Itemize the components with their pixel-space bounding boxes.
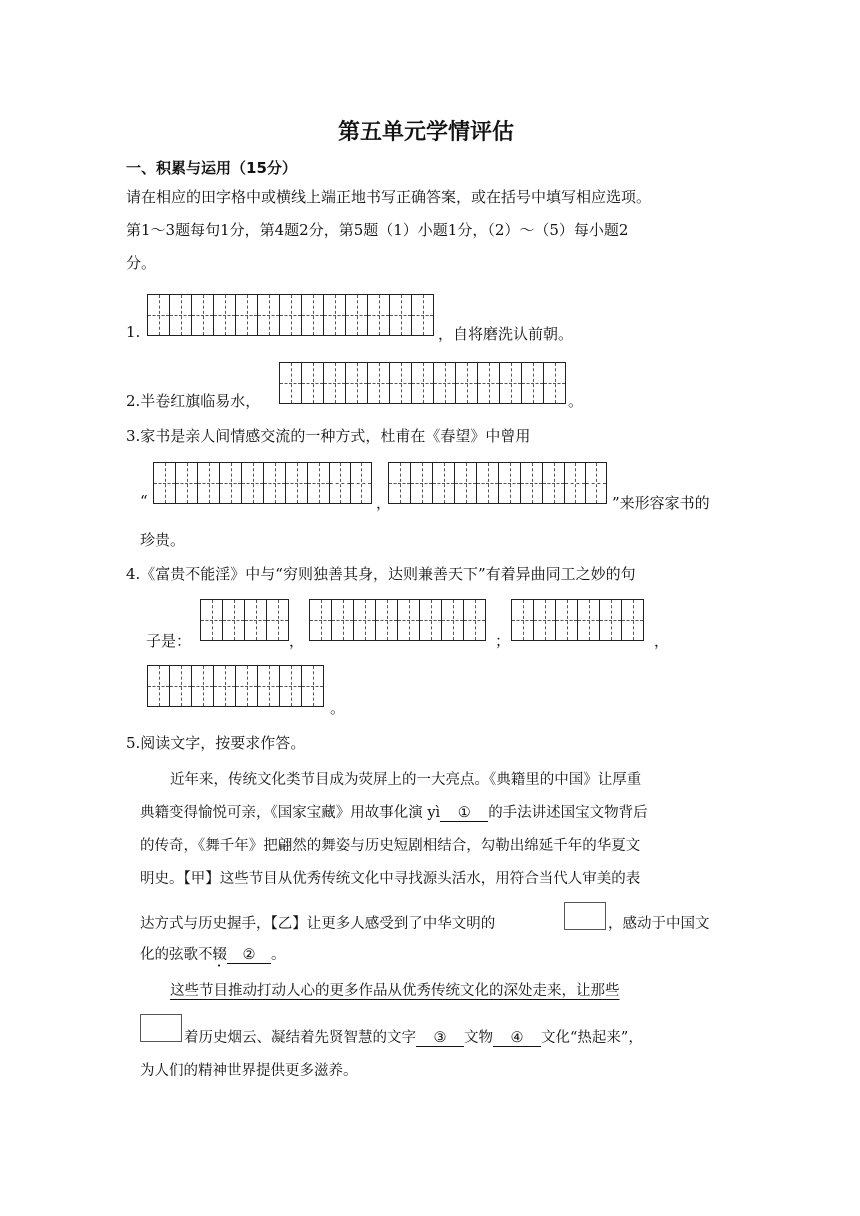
passage-line-3: 的传奇，《舞千年》把翩然的舞姿与历史短剧相结合，勾勒出绵延千年的华夏文 <box>140 838 641 854</box>
q1-writing-grid[interactable] <box>147 294 434 336</box>
passage-line-4: 明史。【甲】这些节目从优秀传统文化中寻找源头活水，用符合当代人审美的表 <box>140 871 641 887</box>
answer-box-1[interactable] <box>564 902 606 930</box>
q4-writing-grid-4[interactable] <box>147 665 324 707</box>
passage-line-9: 为人们的精神世界提供更多滋养。 <box>140 1063 358 1079</box>
dotted-character: 辍 <box>212 947 227 963</box>
page-title: 第五单元学情评估 <box>338 120 515 145</box>
q3-writing-grid-1[interactable] <box>153 462 372 504</box>
q3-open-quote: “ <box>140 492 148 510</box>
q4-writing-grid-2[interactable] <box>309 599 486 641</box>
passage-line-5-start: 达方式与历史握手，【乙】让更多人感受到了中华文明的 <box>140 916 496 932</box>
q3-prompt: 3.家书是亲人间情感交流的一种方式，杜甫在《春望》中曾用 <box>126 427 531 445</box>
q4-end: 。 <box>330 699 346 717</box>
passage-line-8-end: 文化“热起来”， <box>541 1030 643 1046</box>
passage-line-6 <box>140 943 286 964</box>
section-heading: 一、积累与运用（15分） <box>126 159 297 177</box>
q4-comma-2: ， <box>654 632 670 650</box>
q4-writing-grid-1[interactable] <box>200 599 289 641</box>
q4-writing-grid-3[interactable] <box>511 599 644 641</box>
q2-writing-grid[interactable] <box>279 362 566 404</box>
passage-line-8-mid: 文物 <box>464 1030 493 1046</box>
passage-line-2-end: 的手法讲述国宝文物背后 <box>488 805 648 821</box>
passage-line-7: 这些节目推动打动人心的更多作品从优秀传统文化的深处走来，让那些 <box>170 983 620 999</box>
passage-line-8 <box>184 1026 643 1047</box>
instruction-line-2: 第1～3题每句1分，第4题2分，第5题（1）小题1分，（2）～（5）每小题2 <box>126 221 629 239</box>
q1-number: 1. <box>126 323 141 341</box>
q5-prompt: 5.阅读文字，按要求作答。 <box>126 734 306 752</box>
passage-line-5 <box>140 912 495 933</box>
q3-continuation: 珍贵。 <box>140 531 186 549</box>
answer-box-2[interactable] <box>140 1014 182 1042</box>
q3-comma: ， <box>376 494 392 512</box>
q4-prompt: 4.《富贵不能淫》中与“穷则独善其身，达则兼善天下”有着异曲同工之妙的句 <box>126 565 636 583</box>
passage-line-1: 近年来，传统文化类节目成为荧屏上的一大亮点。《典籍里的中国》让厚重 <box>170 772 642 788</box>
q4-semicolon: ； <box>495 632 511 650</box>
q3-writing-grid-2[interactable] <box>388 462 607 504</box>
q4-prefix: 子是： <box>146 632 192 650</box>
passage-line-6-end: 。 <box>271 947 286 963</box>
q4-comma-1: ， <box>289 632 305 650</box>
instruction-line-3: 分。 <box>126 254 157 272</box>
passage-line-6-start: 化的弦歌不 <box>140 947 213 963</box>
blank-1[interactable]: ① <box>440 805 488 822</box>
q3-tail: ”来形容家书的 <box>612 494 710 512</box>
passage-line-2 <box>140 801 648 822</box>
q1-tail: ，自将磨洗认前朝。 <box>438 325 574 343</box>
instruction-line-1: 请在相应的田字格中或横线上端正地书写正确答案，或在括号中填写相应选项。 <box>126 188 652 206</box>
q2-tail: 。 <box>568 392 584 410</box>
passage-line-5-end: ，感动于中国文 <box>608 916 710 932</box>
q2-prompt: 2.半卷红旗临易水， <box>126 392 261 410</box>
blank-4[interactable]: ④ <box>493 1030 541 1047</box>
blank-2[interactable]: ② <box>227 947 271 964</box>
passage-line-8-start: 着历史烟云、凝结着先贤智慧的文字 <box>184 1030 416 1046</box>
passage-line-2-start: 典籍变得愉悦可亲，《国家宝藏》用故事化演 yì <box>140 805 441 821</box>
blank-3[interactable]: ③ <box>416 1030 464 1047</box>
